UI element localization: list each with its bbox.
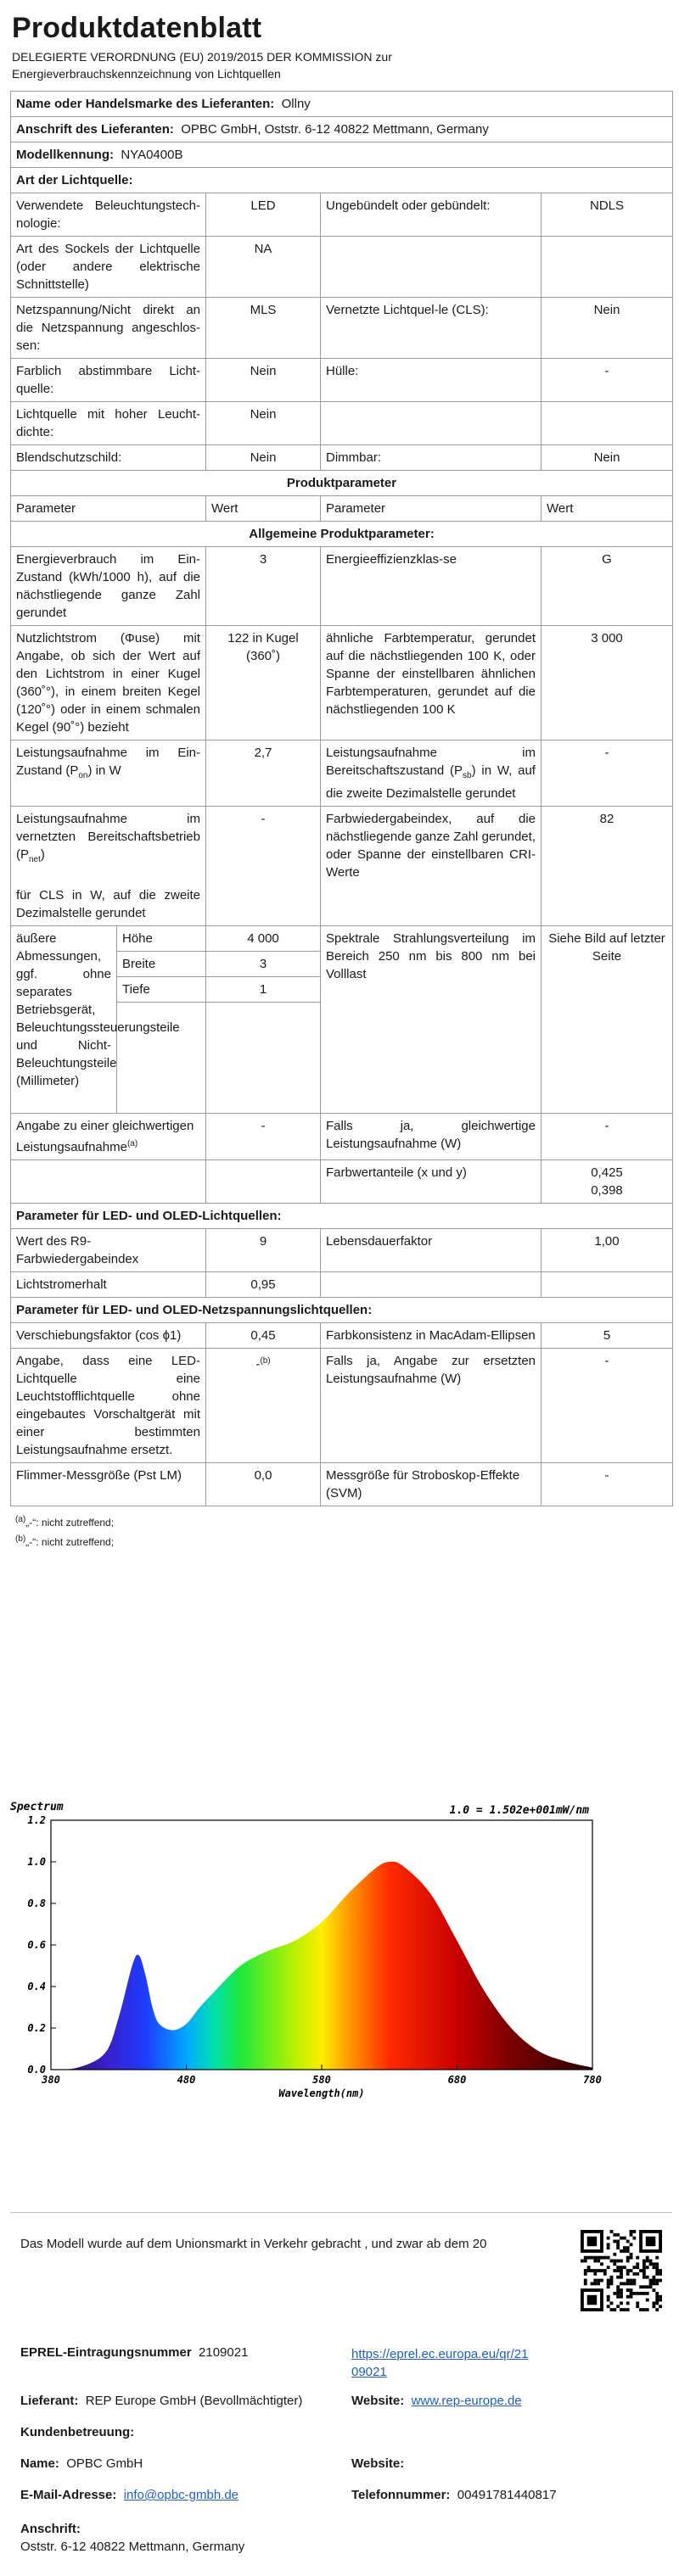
chart-annotation: 1.0 = 1.502e+001mW/nm (449, 1804, 589, 1817)
table-row: Art des Sockels der Lichtquelle (oder andere elektrische Schnittstelle) NA (11, 237, 673, 298)
footnote-a: $^{(a)}$„-“: nicht zutreffend; (15, 1515, 115, 1528)
params-heading: Produktparameter (11, 471, 673, 496)
table-row: Lichtquelle mit hoher Leucht-dichte: Nein (11, 402, 673, 445)
table-row: Leistungsaufnahme im vernetzten Bereitschaftsbetrieb $(P_{net})$ für CLS in W, auf die zweite Dezimalstelle gerundet - Farbwiedergabeindex, auf die nächstliegende ganze Zahl gerundet, oder Spanne der einstellbaren CRI-Werte 82 (11, 807, 673, 926)
y-tick-label: 0.6 (27, 1939, 46, 1951)
eprel-link[interactable]: https://eprel.ec.europa.eu/qr/21 09021 (351, 2347, 529, 2379)
service-name: Name: OPBC GmbH (20, 2456, 143, 2471)
email-link[interactable]: info@opbc-gmbh.de (123, 2488, 239, 2502)
supplier: Lieferant: REP Europe GmbH (Bevollmächtigter) (20, 2394, 303, 2408)
service-email: E-Mail-Adresse: info@opbc-gmbh.de (20, 2488, 239, 2502)
model-value: NYA0400B (121, 148, 183, 162)
eprel-number: EPREL-Eintragungsnummer 2109021 (20, 2345, 249, 2360)
dimensions-width-row: Breite 3 (11, 952, 673, 977)
footnote-b: $^{(b)}$„-“: nicht zutreffend; (15, 1534, 115, 1548)
table-row: Leistungsaufnahme im Ein-Zustand $(P_{on})$ in W 2,7 Leistungsaufnahme im Bereitschaftszustand $(P_{sb})$ in W, auf die zweite Dezimalstelle gerundet - (11, 740, 673, 807)
x-tick-label: 780 (583, 2074, 602, 2086)
y-tick-label: 0.2 (27, 2022, 46, 2034)
params-column-header: Parameter Wert Parameter Wert (11, 496, 673, 522)
brand-value: Ollny (281, 97, 311, 111)
model-row: Modellkennung: NYA0400B (11, 142, 673, 168)
table-row: Lichtstromerhalt 0,95 (11, 1272, 673, 1298)
table-row: Verwendete Beleuchtungstech-nologie: LED Ungebündelt oder gebündelt: NDLS (11, 193, 673, 237)
table-row: Farblich abstimmbare Licht-quelle: Nein Hülle: - (11, 359, 673, 402)
y-tick-label: 0.4 (27, 1981, 46, 1992)
table-row: Angabe zu einer gleichwertigen Leistungsaufnahme$^{(a)}$ - Falls ja, gleichwertige Leistungsaufnahme (W) - (11, 1114, 673, 1160)
datasheet-page (10, 0, 672, 1552)
product-datasheet-table (10, 91, 673, 1506)
website-link[interactable]: www.rep-europe.de (411, 2394, 522, 2408)
address-row: Anschrift des Lieferanten: OPBC GmbH, Oststr. 6-12 40822 Mettmann, Germany (11, 117, 673, 142)
mains-params-heading: Parameter für LED- und OLED-Netzspannungslichtquellen: (11, 1298, 673, 1323)
company-info-section (10, 2212, 672, 2569)
y-tick-label: 1.0 (27, 1856, 46, 1868)
spectrum-chart (7, 1791, 603, 2101)
service-phone: Telefonnummer: 00491781440817 (351, 2488, 557, 2502)
y-tick-label: 0.8 (27, 1897, 46, 1909)
x-tick-label: 380 (42, 2074, 60, 2086)
x-tick-label: 480 (177, 2074, 196, 2086)
footnotes (15, 1512, 672, 1551)
qr-code-icon[interactable] (581, 2230, 662, 2311)
page-title: Produktdatenblatt (12, 12, 262, 44)
table-row: Nutzlichtstrom (Φuse) mit Angabe, ob sich der Wert auf den Lichtstrom in einer Kugel (360˚°), in einem breiten Kegel (120˚°) oder in einem schmalen Kegel (90˚°) bezieht 122 in Kugel (360˚) ähnliche Farbtemperatur, gerundet auf die nächstliegenden 100 K, oder Spanne der einstellbaren ähnlichen Farbtemperaturen, gerundet auf die nächstliegenden 100 K 3 000 (11, 626, 673, 740)
customer-service-heading: Kundenbetreuung: (20, 2425, 135, 2439)
regulation-subtitle: DELEGIERTE VERORDNUNG (EU) 2019/2015 DER KOMMISSION zur Energieverbrauchskennzeichnung von Lichtquellen (12, 50, 392, 81)
x-tick-label: 680 (447, 2074, 467, 2086)
x-tick-label: 580 (312, 2074, 331, 2086)
dimensions-depth-row: Tiefe 1 (11, 977, 673, 1003)
y-tick-label: 1.2 (27, 1814, 46, 1826)
table-row: Energieverbrauch im Ein-Zustand (kWh/1000 h), auf die nächstliegende ganze Zahl gerundet 3 Energieeffizienzklas-se G (11, 547, 673, 626)
table-row: Netzspannung/Nicht direkt an die Netzspannung angeschlos-sen: MLS Vernetzte Lichtquel-le (CLS): Nein (11, 298, 673, 359)
spectrum-chart-svg (7, 1791, 603, 2101)
x-axis-label: Wavelength(nm) (278, 2087, 365, 2099)
address-value: OPBC GmbH, Oststr. 6-12 40822 Mettmann, Germany (181, 122, 489, 137)
chart-title: Spectrum (10, 1801, 64, 1813)
market-intro-text: Das Modell wurde auf dem Unionsmarkt in Verkehr gebracht , und zwar ab dem 20 (20, 2237, 487, 2251)
brand-row: Name oder Handelsmarke des Lieferanten: Ollny (11, 92, 673, 117)
table-row: Verschiebungsfaktor (cos ϕ1) 0,45 Farbkonsistenz in MacAdam-Ellipsen 5 (11, 1323, 673, 1349)
table-row: Blendschutzschild: Nein Dimmbar: Nein (11, 445, 673, 471)
y-tick-label: 0.0 (27, 2064, 46, 2076)
type-section-heading: Art der Lichtquelle: (11, 168, 673, 193)
general-params-heading: Allgemeine Produktparameter: (11, 522, 673, 547)
website: Website: www.rep-europe.de (351, 2394, 522, 2408)
dimensions-row: äußere Abmessungen, ggf. ohne separates Betriebsgerät, Beleuchtungssteuerungsteile und Nicht-Beleuchtungsteile (Millimeter) Höhe 4 000 Spektrale Strahlungsverteilung im Bereich 250 nm bis 800 nm bei Volllast Siehe Bild auf letzter Seite (11, 926, 673, 952)
service-address: Anschrift: Oststr. 6-12 40822 Mettmann, Germany (20, 2522, 245, 2554)
led-params-heading: Parameter für LED- und OLED-Lichtquellen: (11, 1204, 673, 1229)
table-row: Wert des R9-Farbwiedergabeindex 9 Lebensdauerfaktor 1,00 (11, 1229, 673, 1272)
table-row: Farbwertanteile (x und y) 0,425 0,398 (11, 1160, 673, 1204)
table-row: Angabe, dass eine LED-Lichtquelle eine Leuchtstofflichtquelle ohne eingebautes Vorschaltgerät mit einer bestimmten Leistungsaufnahme ersetzt. -$^{(b)}$ Falls ja, Angabe zur ersetzten Leistungsaufnahme (W) - (11, 1349, 673, 1463)
service-website: Website: (351, 2456, 405, 2471)
table-row: Flimmer-Messgröße (Pst LM) 0,0 Messgröße für Stroboskop-Effekte (SVM) - (11, 1463, 673, 1506)
